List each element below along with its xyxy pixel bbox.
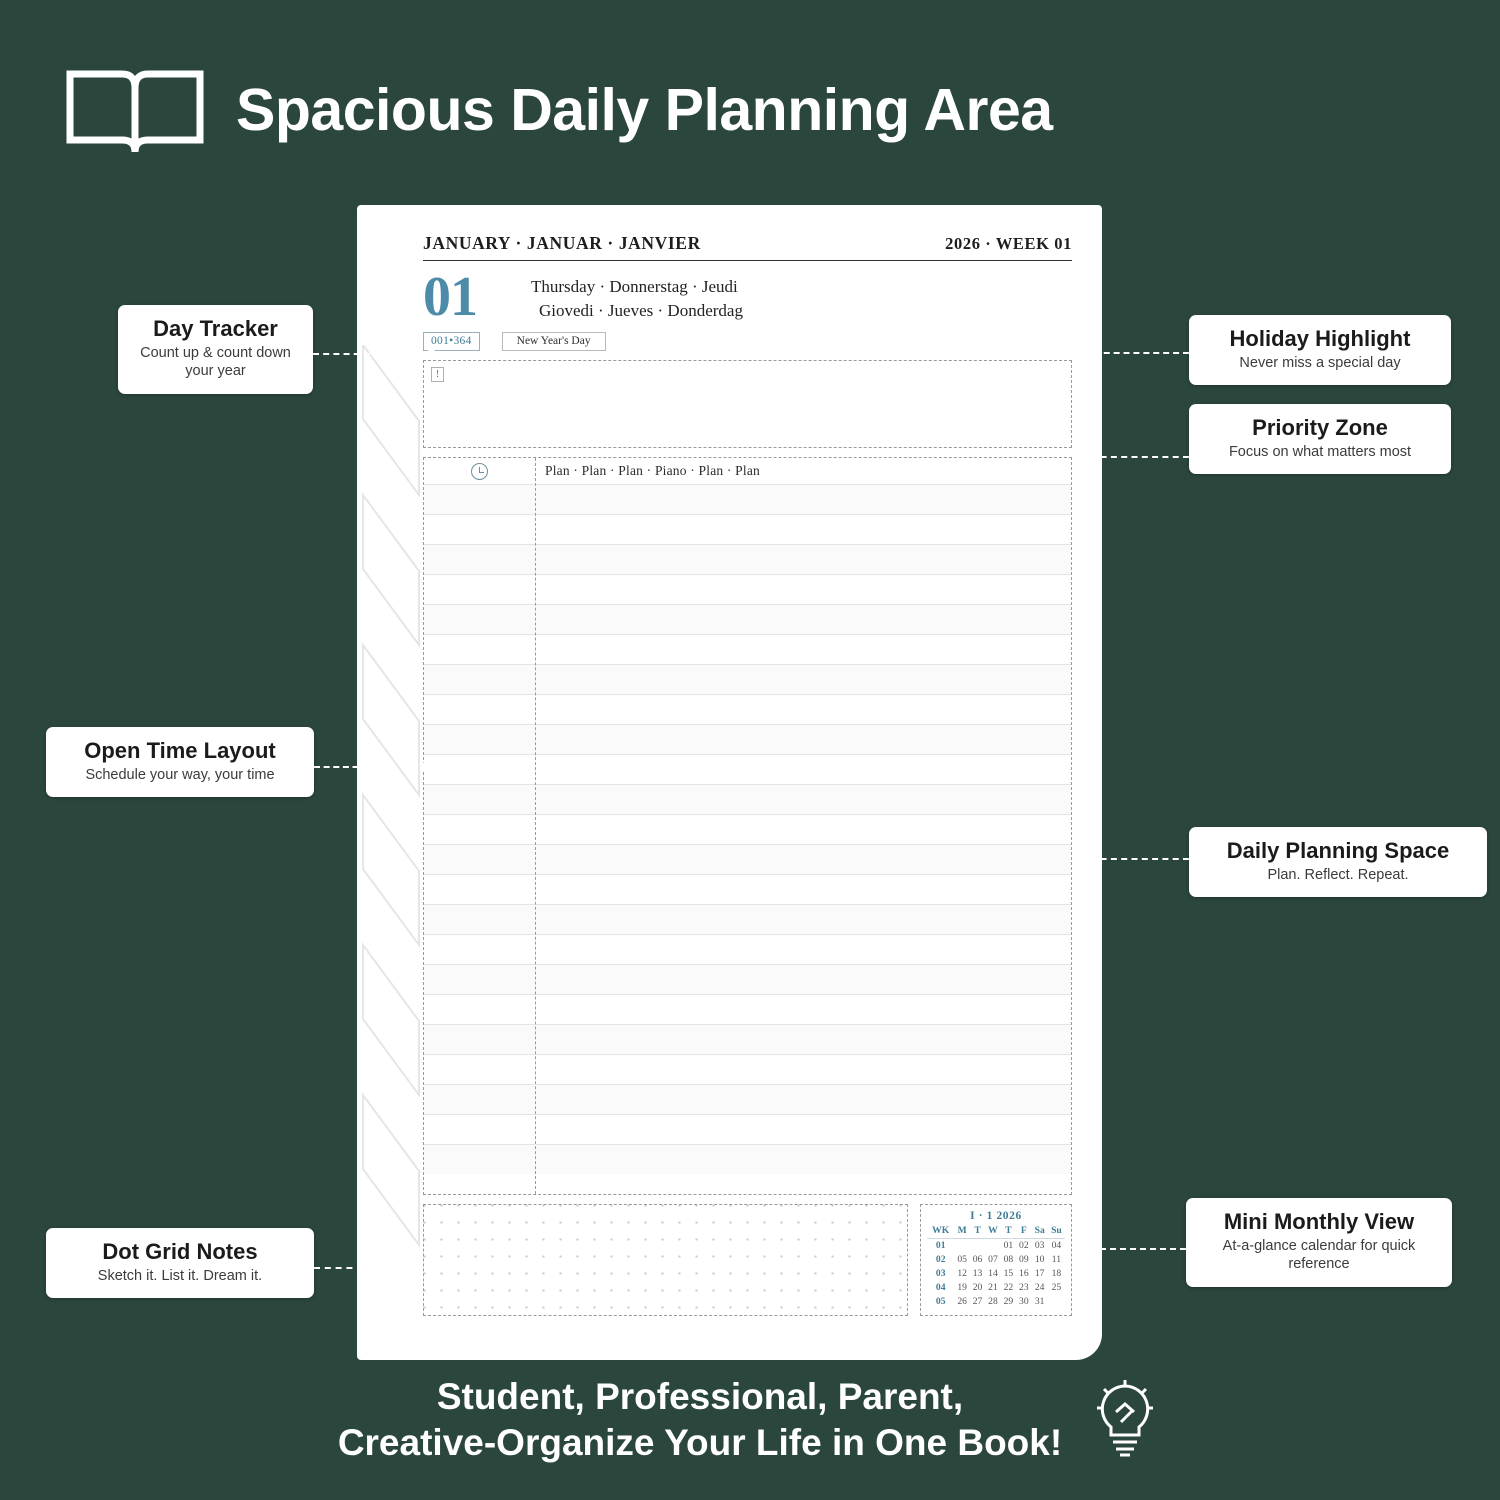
leader-line-holiday [638,352,1189,354]
callout-subtitle: Plan. Reflect. Repeat. [1267,867,1409,884]
dot-grid-notes-area [423,1204,908,1316]
mini-calendar-day: 08 [1003,1254,1014,1266]
mini-calendar-row [927,1280,1065,1294]
mini-calendar-day: 03 [1034,1240,1045,1252]
callout-priority-zone [1189,404,1451,474]
mini-calendar-day: 04 [1051,1240,1062,1252]
callout-subtitle: At-a-glance calendar for quick reference [1222,1238,1416,1273]
mini-calendar-day: 23 [1019,1281,1029,1293]
mini-calendar-day: 05 [957,1254,967,1266]
tracker-and-holiday-row [423,332,1072,351]
leader-dot-dot-grid-4 [415,1317,424,1326]
time-rule-line [424,934,535,964]
mini-calendar-week-number: 01 [935,1240,946,1252]
notes-rule-line [536,514,1071,544]
page-title: Spacious Daily Planning Area [236,77,1053,143]
notes-rule-line [536,544,1071,574]
footer-text [338,1374,1062,1467]
clock-icon [471,463,488,480]
notes-rule-line [536,634,1071,664]
leader-line-dot-grid [314,1267,374,1269]
time-rule-line [424,904,535,934]
notes-rule-line [536,604,1071,634]
notes-rule-line [536,784,1071,814]
notes-rule-line [536,1084,1071,1114]
mini-calendar-body [927,1239,1065,1308]
callout-subtitle: Focus on what matters most [1228,444,1412,461]
mini-calendar-day: 11 [1051,1254,1062,1266]
mini-calendar-day: 09 [1019,1254,1029,1266]
priority-zone-area [423,360,1072,448]
callout-day-tracker [118,305,313,394]
time-rule-line [424,964,535,994]
callout-holiday-highlight [1189,315,1451,385]
time-rule-line [424,694,535,724]
holiday-label: New Year's Day [502,332,606,351]
time-rule-line [424,754,535,784]
leader-dot-dot-grid-5 [428,1334,437,1343]
mini-calendar-day: 21 [988,1281,998,1293]
notes-rule-line [536,1054,1071,1084]
leader-line-priority [1080,456,1189,458]
leader-dot-open-time [421,762,430,771]
mini-calendar-week-number: 05 [935,1295,946,1307]
daily-planning-area [423,457,1072,1195]
notes-rules [536,484,1071,1174]
footer-line-2: Creative-Organize Your Life in One Book! [337,1421,1063,1463]
mini-monthly-calendar [920,1204,1072,1316]
notes-rule-line [536,724,1071,754]
mini-calendar-day: 31 [1034,1295,1045,1307]
mini-calendar-day: 28 [988,1295,998,1307]
mini-calendar-title: I · 1 2026 [970,1210,1022,1222]
callout-title: Open Time Layout [84,738,276,763]
leader-dot-dot-grid-2 [385,1287,394,1296]
time-rule-line [424,1114,535,1144]
mini-calendar-day: 10 [1034,1254,1045,1266]
mini-calendar-day: 30 [1019,1295,1029,1307]
mini-calendar-table [927,1224,1065,1308]
mini-calendar-day: 29 [1003,1295,1014,1307]
notes-rule-line [536,484,1071,514]
planner-month-header [423,233,1072,261]
notes-rule-line [536,754,1071,784]
mini-calendar-day: 27 [972,1295,983,1307]
mini-calendar-row [927,1267,1065,1281]
mini-calendar-day: 19 [957,1281,967,1293]
leader-dot-dot-grid-3 [400,1302,409,1311]
leader-dot-priority [1074,452,1083,461]
footer-line-1: Student, Professional, Parent, [436,1375,964,1417]
time-rules [424,484,535,1174]
mini-calendar-col-header: W [985,1224,1000,1239]
notes-rule-line [536,994,1071,1024]
day-names-line-2: Giovedi · Jueves · Donderdag [539,301,743,321]
time-rule-line [424,634,535,664]
planner-page [357,205,1102,1360]
mini-calendar-day: 25 [1051,1281,1062,1293]
callout-mini-monthly-view [1186,1198,1452,1287]
lightbulb-idea-icon [1088,1378,1162,1462]
time-rule-line [424,874,535,904]
time-rule-line [424,1054,535,1084]
day-tracker-value: 001•364 [423,332,480,351]
mini-calendar-day: 26 [957,1295,967,1307]
callout-title: Priority Zone [1252,415,1388,440]
notes-rule-line [536,874,1071,904]
day-names-line-1: Thursday · Donnerstag · Jeudi [531,277,738,296]
notes-rule-line [536,964,1071,994]
mini-calendar-day: 07 [988,1254,998,1266]
mini-calendar-col-header: WK [927,1224,954,1239]
mini-calendar-col-header: Sa [1032,1224,1048,1239]
mini-calendar-day: 06 [972,1254,983,1266]
mini-calendar-day [970,1239,985,1253]
callout-subtitle: Never miss a special day [1239,355,1401,372]
mini-calendar-day: 01 [1003,1240,1014,1252]
mini-calendar-col-header: M [954,1224,969,1239]
time-rule-line [424,484,535,514]
notes-rule-line [536,904,1071,934]
time-rule-line [424,784,535,814]
mini-calendar-col-header: Su [1048,1224,1065,1239]
leader-line-day-tracker [313,353,431,355]
notes-rule-line [536,664,1071,694]
notes-rule-line [536,694,1071,724]
mini-calendar-row [927,1294,1065,1308]
mini-calendar-header-row [927,1224,1065,1239]
month-label: JANUARY · JANUAR · JANVIER [423,233,701,253]
mini-calendar-day [954,1239,969,1253]
mini-calendar-col-header: T [1001,1224,1016,1239]
callout-title: Daily Planning Space [1226,838,1450,863]
leader-dot-mini [1074,1244,1083,1253]
leader-dot-holiday [634,348,643,357]
open-book-icon [60,58,210,162]
mini-calendar-day: 12 [957,1267,967,1279]
mini-calendar-day: 13 [972,1267,983,1279]
time-rule-line [424,574,535,604]
mini-calendar-day: 02 [1019,1240,1029,1252]
callout-title: Mini Monthly View [1223,1209,1415,1234]
time-rule-line [424,1084,535,1114]
week-label: 2026 · WEEK 01 [945,234,1072,253]
clock-cell [424,458,535,484]
mini-calendar-day: 17 [1034,1267,1045,1279]
leader-line-daily [1080,858,1189,860]
notes-rule-line [536,1114,1071,1144]
notes-rule-line [536,1144,1071,1174]
callout-dot-grid-notes [46,1228,314,1298]
time-rule-line [424,844,535,874]
mini-calendar-week-number: 03 [935,1267,946,1279]
time-rule-line [424,664,535,694]
callout-subtitle: Sketch it. List it. Dream it. [97,1268,263,1285]
leader-dot-dot-grid-1 [370,1272,379,1281]
time-rule-line [424,724,535,754]
mini-calendar-col-header: F [1016,1224,1031,1239]
notes-header: Plan · Plan · Plan · Piano · Plan · Plan [545,463,760,478]
callout-title: Day Tracker [153,316,278,341]
callout-subtitle: Count up & count down your year [140,345,291,380]
notes-rule-line [536,934,1071,964]
mini-calendar-row [927,1239,1065,1253]
leader-line-mini [1080,1248,1186,1250]
notes-rule-line [536,574,1071,604]
time-rule-line [424,1144,535,1174]
mini-calendar-day: 14 [988,1267,998,1279]
notes-rule-line [536,1024,1071,1054]
callout-title: Holiday Highlight [1229,326,1411,351]
leader-dot-daily [1074,854,1083,863]
callout-daily-planning-space [1189,827,1487,897]
page-footer [0,1374,1500,1467]
mini-calendar-day: 20 [972,1281,983,1293]
time-rule-line [424,814,535,844]
notes-rule-line [536,844,1071,874]
callout-open-time-layout [46,727,314,797]
planner-bottom-row [423,1204,1072,1316]
day-number: 01 [423,266,477,328]
time-column [424,458,536,1194]
time-rule-line [424,994,535,1024]
time-rule-line [424,1024,535,1054]
time-rule-line [424,514,535,544]
leader-line-open-time [314,766,426,768]
priority-exclamation-icon: ! [431,367,444,382]
mini-calendar-row [927,1253,1065,1267]
mini-calendar-week-number: 04 [935,1281,946,1293]
page-header [60,58,1053,162]
mini-calendar-day: 15 [1003,1267,1014,1279]
time-rule-line [424,544,535,574]
notes-rule-line [536,814,1071,844]
day-names [531,269,743,323]
mini-calendar-col-header: T [970,1224,985,1239]
time-rule-line [424,604,535,634]
planner-day-header [423,266,1072,328]
mini-calendar-day: 18 [1051,1267,1062,1279]
mini-calendar-week-number: 02 [935,1254,946,1266]
mini-calendar-day: 22 [1003,1281,1014,1293]
mini-calendar-day: 24 [1034,1281,1045,1293]
callout-title: Dot Grid Notes [102,1239,258,1264]
leader-dot-day-tracker [427,349,436,358]
mini-calendar-day [1048,1294,1065,1308]
mini-calendar-day [985,1239,1000,1253]
callout-subtitle: Schedule your way, your time [85,767,275,784]
mini-calendar-day: 16 [1019,1267,1029,1279]
notes-column [536,458,1071,1194]
